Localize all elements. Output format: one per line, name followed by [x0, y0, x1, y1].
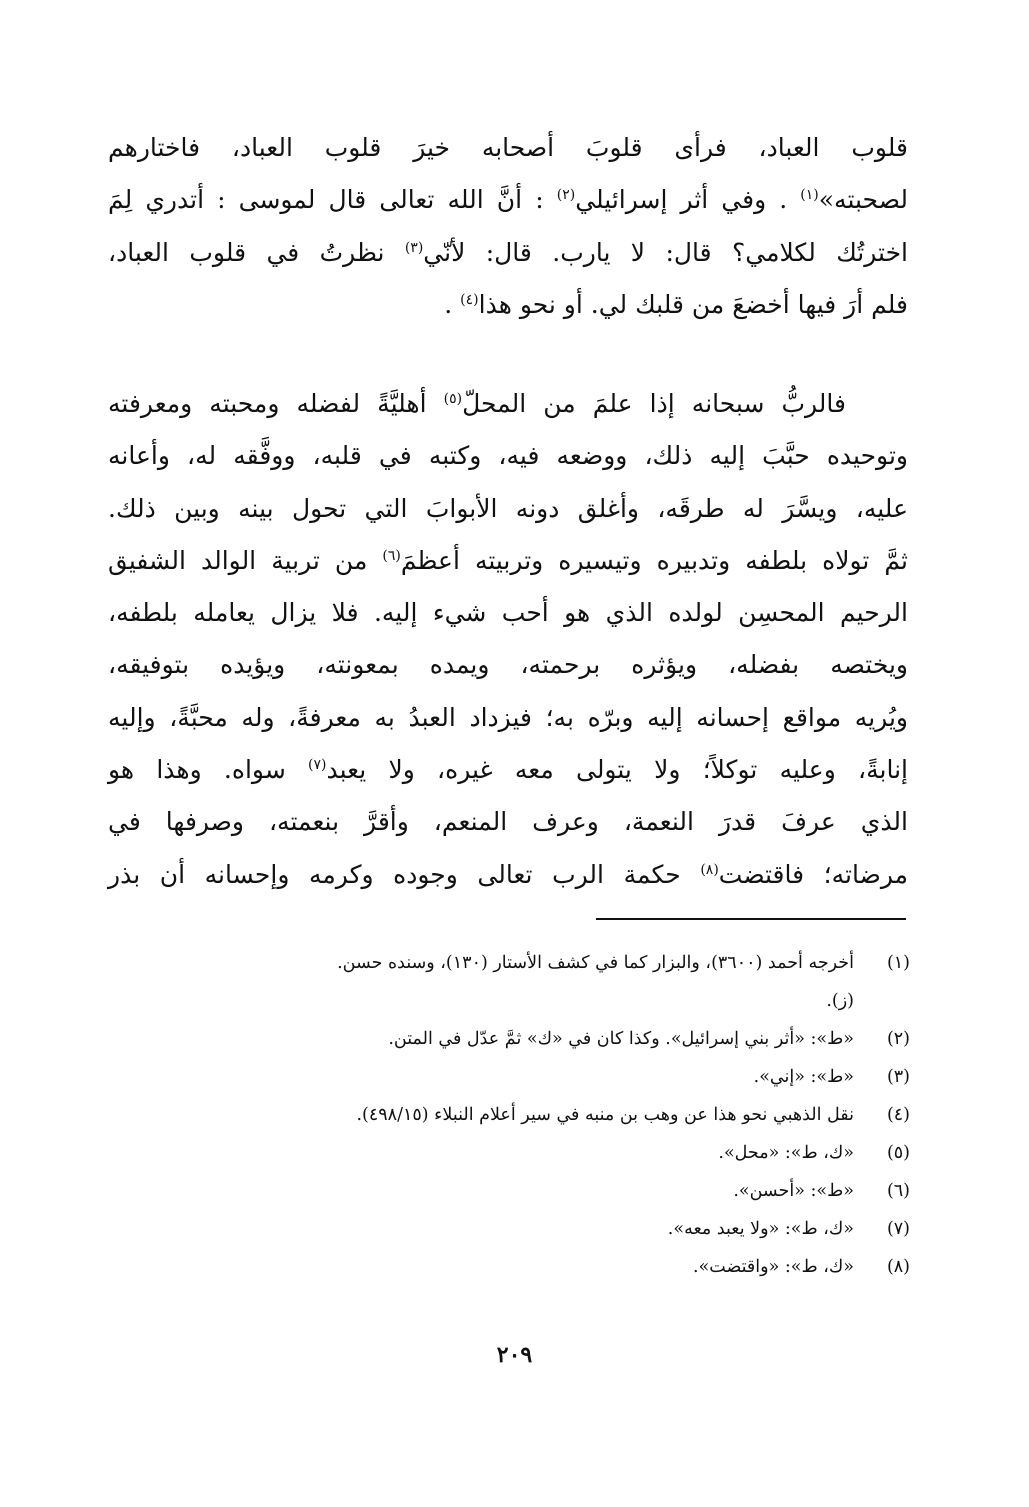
text-line: ثمَّ تولاه بلطفه وتدبيره وتيسيره وتربيته أعظمَ$^{(٦)}$ من تربية الوالد الشفيق	[108, 545, 909, 575]
text-line: قلوب العباد، فرأى قلوبَ أصحابه خيرَ قلوب العباد، فاختارهم	[108, 133, 908, 162]
footnote-reference: (٣)	[404, 239, 424, 256]
footnote-item	[150, 1248, 910, 1286]
footnote-item	[150, 1020, 910, 1058]
footnote-number: (٢)	[886, 1029, 910, 1049]
footnote-reference: (٨)	[700, 861, 719, 878]
text-line: ويُريه مواقع إحسانه إليه وبرّه به؛ فيزداد العبدُ به معرفةً، وله محبَّةً، وإليه	[108, 702, 908, 732]
footnote-item	[150, 1134, 910, 1172]
footnote-text: «ك، ط»: «ولا يعبد معه».	[667, 1219, 854, 1239]
text-line: الرحيم المحسِن لولده الذي هو أحب شيء إليه. فلا يزال يعامله بلطفه،	[108, 598, 908, 628]
footnote-reference: (١)	[800, 187, 819, 204]
footnote-number: (٤)	[886, 1105, 910, 1125]
footnote-number: (١)	[886, 953, 910, 973]
footnote-number: (٧)	[886, 1219, 910, 1239]
footnote-reference: (٧)	[308, 757, 327, 774]
footnote-item	[150, 1172, 910, 1210]
footnote-reference: (٢)	[556, 187, 576, 204]
footnote-number: (٣)	[886, 1067, 910, 1087]
text-line: اخترتُك لكلامي؟ قال: لا يارب. قال: لأنّي$^{(٣)}$ نظرتُ في قلوب العباد،	[108, 237, 908, 267]
body-paragraph-2	[108, 378, 908, 901]
text-line: فالربُّ سبحانه إذا علمَ من المحلّ$^{(٥)}$ أهليَّةً لفضله ومحبته ومعرفته	[108, 389, 846, 418]
footnote-item	[150, 1096, 910, 1134]
text-line: الذي عرفَ قدرَ النعمة، وعرف المنعم، وأقرَّ بنعمته، وصرفها في	[108, 807, 908, 837]
footnote-text: «ك، ط»: «واقتضت».	[693, 1257, 854, 1277]
footnote-text: «ك، ط»: «محل».	[718, 1143, 854, 1163]
footnote-text-continuation: (ز).	[826, 991, 854, 1011]
text-line: مرضاته؛ فاقتضت$^{(٨)}$ حكمة الرب تعالى وجوده وكرمه وإحسانه أن بذر	[108, 859, 909, 889]
footnote-text: «ط»: «أحسن».	[733, 1181, 854, 1201]
footnote-item	[150, 1210, 910, 1248]
footnote-number: (٥)	[886, 1143, 910, 1163]
footnote-reference: (٥)	[443, 391, 463, 407]
footnote-item	[150, 944, 910, 1020]
footnote-number: (٨)	[886, 1257, 910, 1277]
footnote-number: (٦)	[886, 1181, 910, 1201]
footnote-text: «ط»: «أثر بني إسرائيل». وكذا كان في «ك» ثمَّ عدّل في المتن.	[388, 1029, 854, 1049]
text-line: فلم أرَ فيها أخضعَ من قلبك لي. أو نحو هذا$^{(٤)}$ .	[444, 289, 908, 319]
text-line: ويختصه بفضله، ويؤثره برحمته، ويمده بمعونته، ويؤيده بتوفيقه،	[108, 650, 908, 680]
footnote-text: «ط»: «إني».	[753, 1067, 854, 1087]
footnote-text: أخرجه أحمد (٣٦٠٠)، والبزار كما في كشف الأستار (١٣٠)، وسنده حسن.	[337, 953, 854, 973]
text-line: إنابةً، وعليه توكلاً؛ ولا يتولى معه غيره، ولا يعبد$^{(٧)}$ سواه. وهذا هو	[108, 755, 908, 785]
footnote-item	[150, 1058, 910, 1096]
footnotes-list	[150, 944, 910, 1286]
footnote-separator	[596, 918, 906, 920]
footnote-reference: (٦)	[382, 547, 401, 564]
text-line: وتوحيده حبَّبَ إليه ذلك، ووضعه فيه، وكتبه في قلبه، ووفَّقه له، وأعانه	[108, 441, 908, 471]
text-line: لصحبته»$^{(١)}$ . وفي أثر إسرائيلي$^{(٢)}$ : أنَّ الله تعالى قال لموسى : أتدري لِمَ	[108, 185, 908, 215]
footnote-text: نقل الذهبي نحو هذا عن وهب بن منبه في سير أعلام النبلاء (٤٩٨/١٥).	[356, 1105, 854, 1125]
footnote-reference: (٤)	[460, 291, 479, 308]
body-paragraph-1	[108, 122, 908, 331]
page-number: ٢٠٩	[496, 1342, 533, 1368]
text-line: عليه، ويسَّرَ له طرقَه، وأغلق دونه الأبوابَ التي تحول بينه وبين ذلك.	[108, 493, 908, 523]
